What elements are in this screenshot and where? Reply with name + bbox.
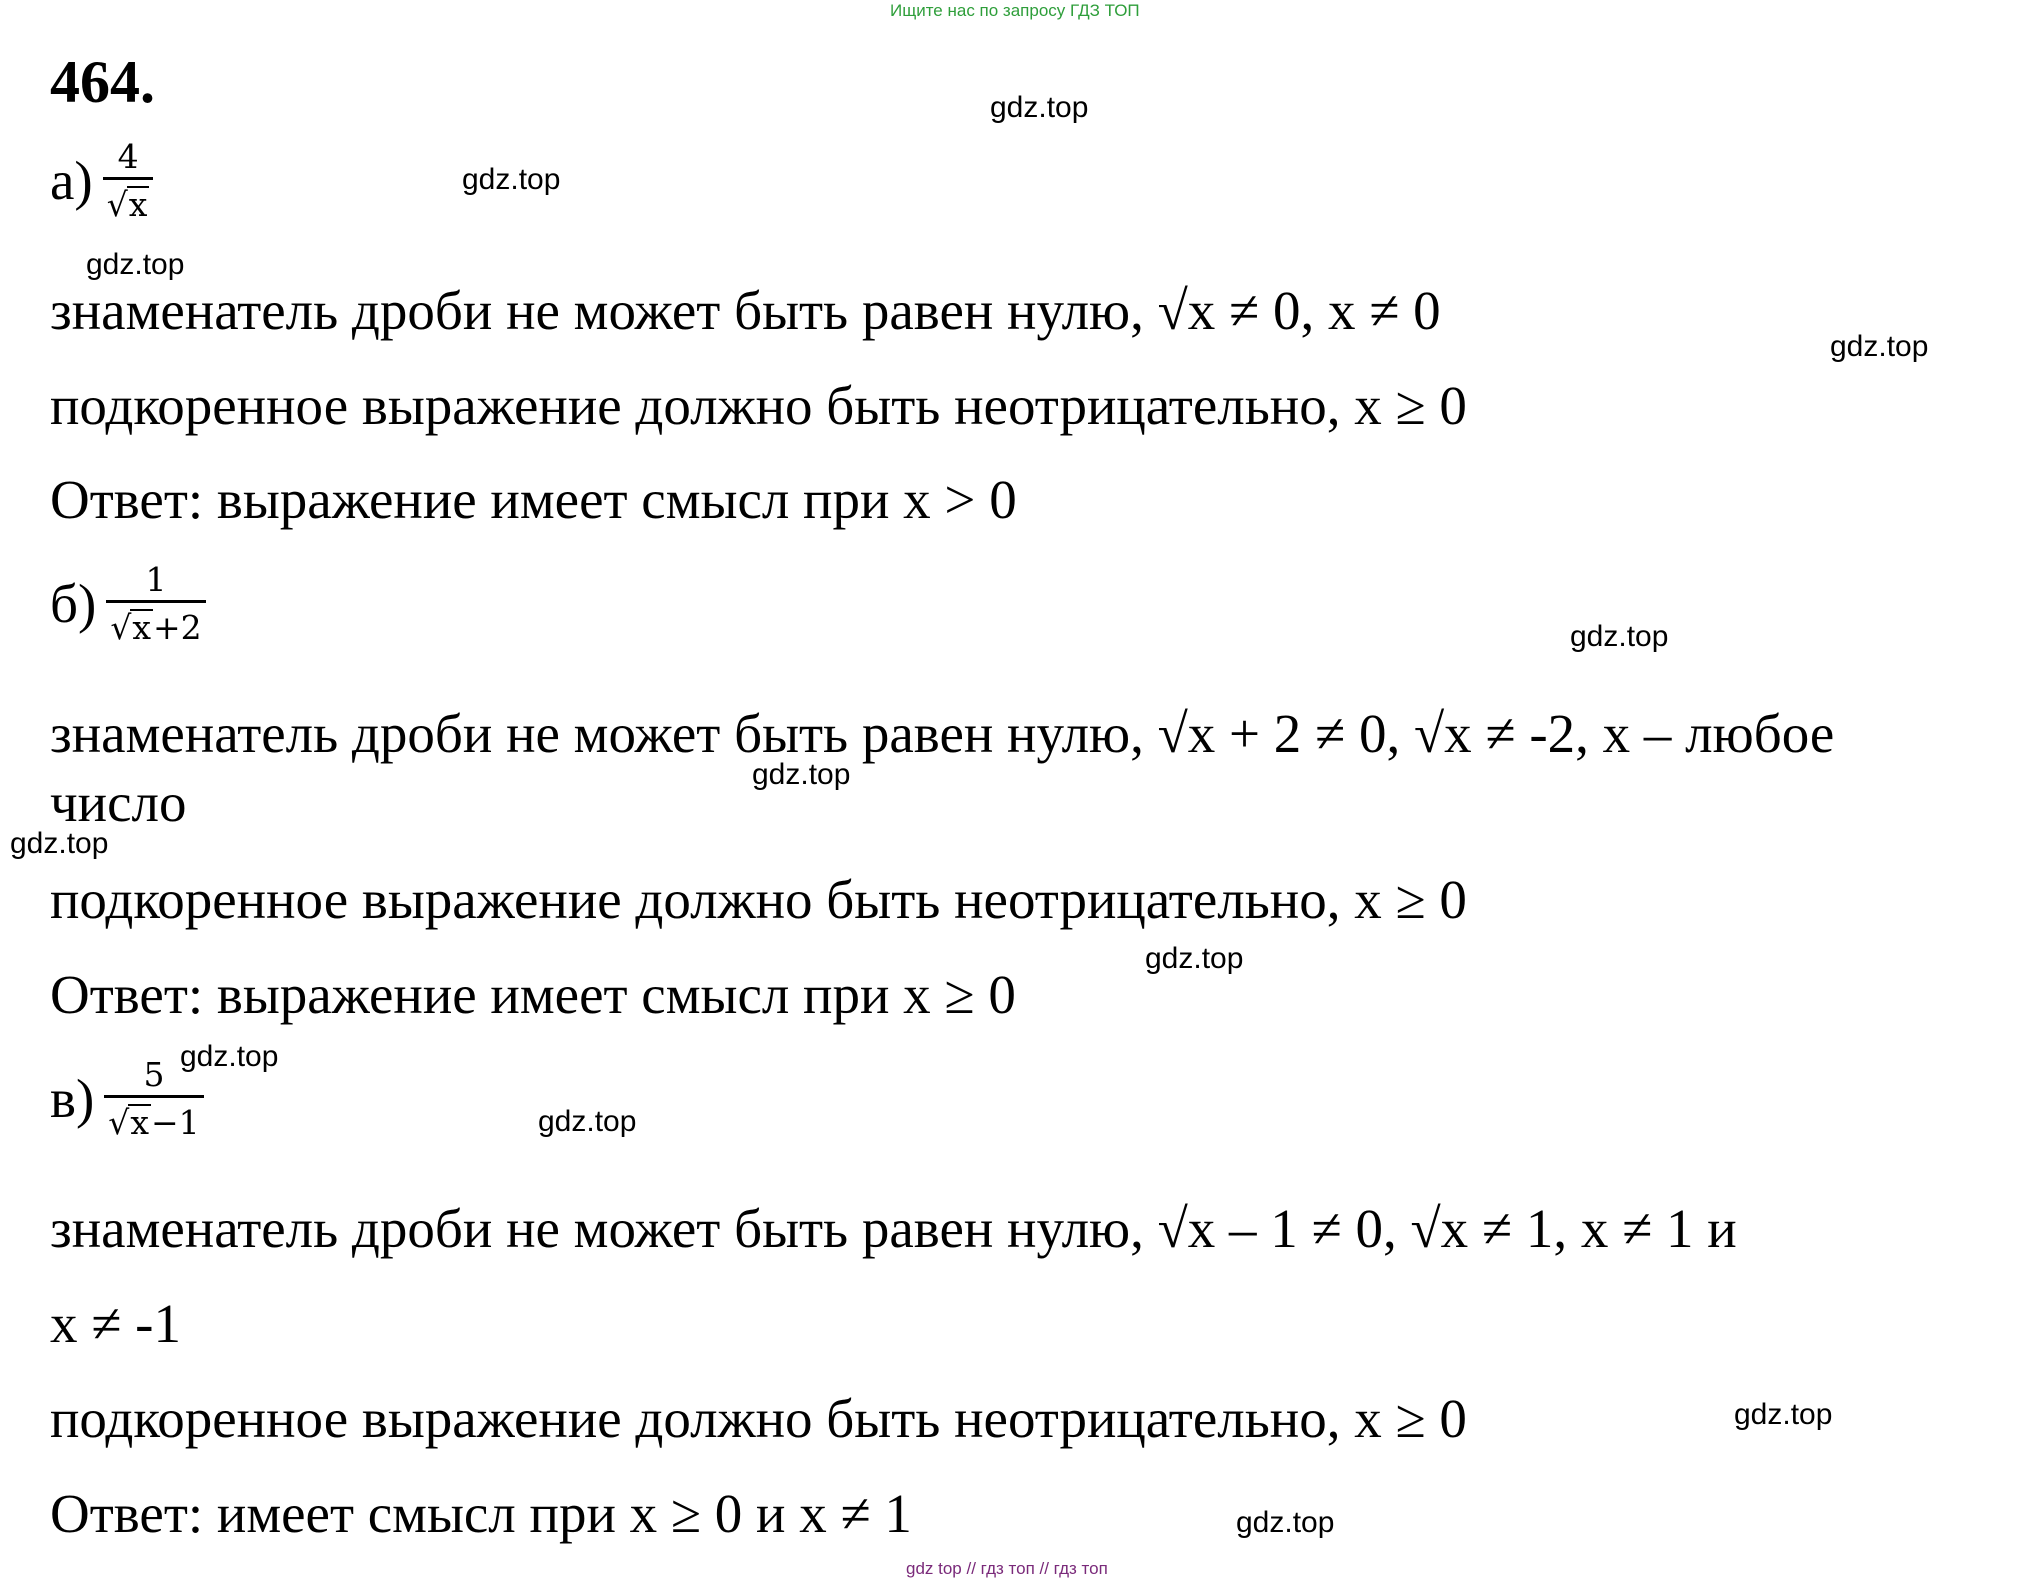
watermark: gdz.top — [180, 1040, 279, 1073]
footer-links: gdz top // гдз топ // гдз топ — [906, 1559, 1108, 1578]
part-a-label: а) — [50, 150, 93, 211]
part-a-line-2: подкоренное выражение должно быть неотрицательно, x ≥ 0 — [50, 375, 1467, 436]
part-c-line-2: x ≠ -1 — [50, 1293, 182, 1354]
part-a-answer: Ответ: выражение имеет смысл при x > 0 — [50, 469, 1017, 530]
part-b-label: б) — [50, 573, 97, 634]
top-banner: Ищите нас по запросу ГДЗ ТОП — [890, 1, 1140, 20]
watermark: gdz.top — [1145, 942, 1244, 975]
watermark: gdz.top — [1570, 620, 1669, 653]
part-a-header — [50, 137, 153, 224]
part-a-line-1: знаменатель дроби не может быть равен нулю, √x ≠ 0, x ≠ 0 — [50, 280, 1441, 341]
part-c-line-3: подкоренное выражение должно быть неотрицательно, x ≥ 0 — [50, 1388, 1467, 1449]
part-c-label: в) — [50, 1068, 95, 1129]
part-b-radicand: x — [132, 608, 151, 647]
part-a-radicand: x — [128, 185, 148, 224]
watermark: gdz.top — [1734, 1398, 1833, 1431]
part-b-denominator: √x+2 — [106, 600, 205, 644]
watermark: gdz.top — [538, 1105, 637, 1138]
part-c-denominator: √x−1 — [104, 1095, 203, 1139]
watermark: gdz.top — [10, 827, 109, 860]
watermark: gdz.top — [1236, 1506, 1335, 1539]
part-a-denominator: √x — [103, 177, 154, 221]
part-b-line-3: подкоренное выражение должно быть неотрицательно, x ≥ 0 — [50, 869, 1467, 930]
watermark: gdz.top — [86, 248, 185, 281]
watermark: gdz.top — [990, 91, 1089, 124]
part-b-den-rest: +2 — [152, 608, 202, 647]
part-b-answer: Ответ: выражение имеет смысл при x ≥ 0 — [50, 964, 1016, 1025]
part-b-header — [50, 560, 206, 647]
part-b-line-2: число — [50, 772, 187, 833]
watermark: gdz.top — [462, 163, 561, 196]
part-c-den-rest: −1 — [150, 1103, 200, 1142]
watermark: gdz.top — [752, 758, 851, 791]
part-a-numerator: 4 — [117, 137, 139, 176]
part-b-numerator: 1 — [145, 560, 167, 599]
part-b-line-1: знаменатель дроби не может быть равен нулю, √x + 2 ≠ 0, √x ≠ -2, x – любое — [50, 703, 1835, 764]
part-c-numerator: 5 — [143, 1055, 165, 1094]
problem-number: 464. — [50, 49, 155, 115]
part-b-fraction — [106, 560, 205, 647]
part-c-radicand: x — [130, 1103, 149, 1142]
watermark: gdz.top — [1830, 330, 1929, 363]
part-c-answer: Ответ: имеет смысл при x ≥ 0 и x ≠ 1 — [50, 1483, 912, 1544]
part-a-fraction — [103, 137, 154, 224]
part-c-line-1: знаменатель дроби не может быть равен нулю, √x – 1 ≠ 0, √x ≠ 1, x ≠ 1 и — [50, 1198, 1737, 1259]
